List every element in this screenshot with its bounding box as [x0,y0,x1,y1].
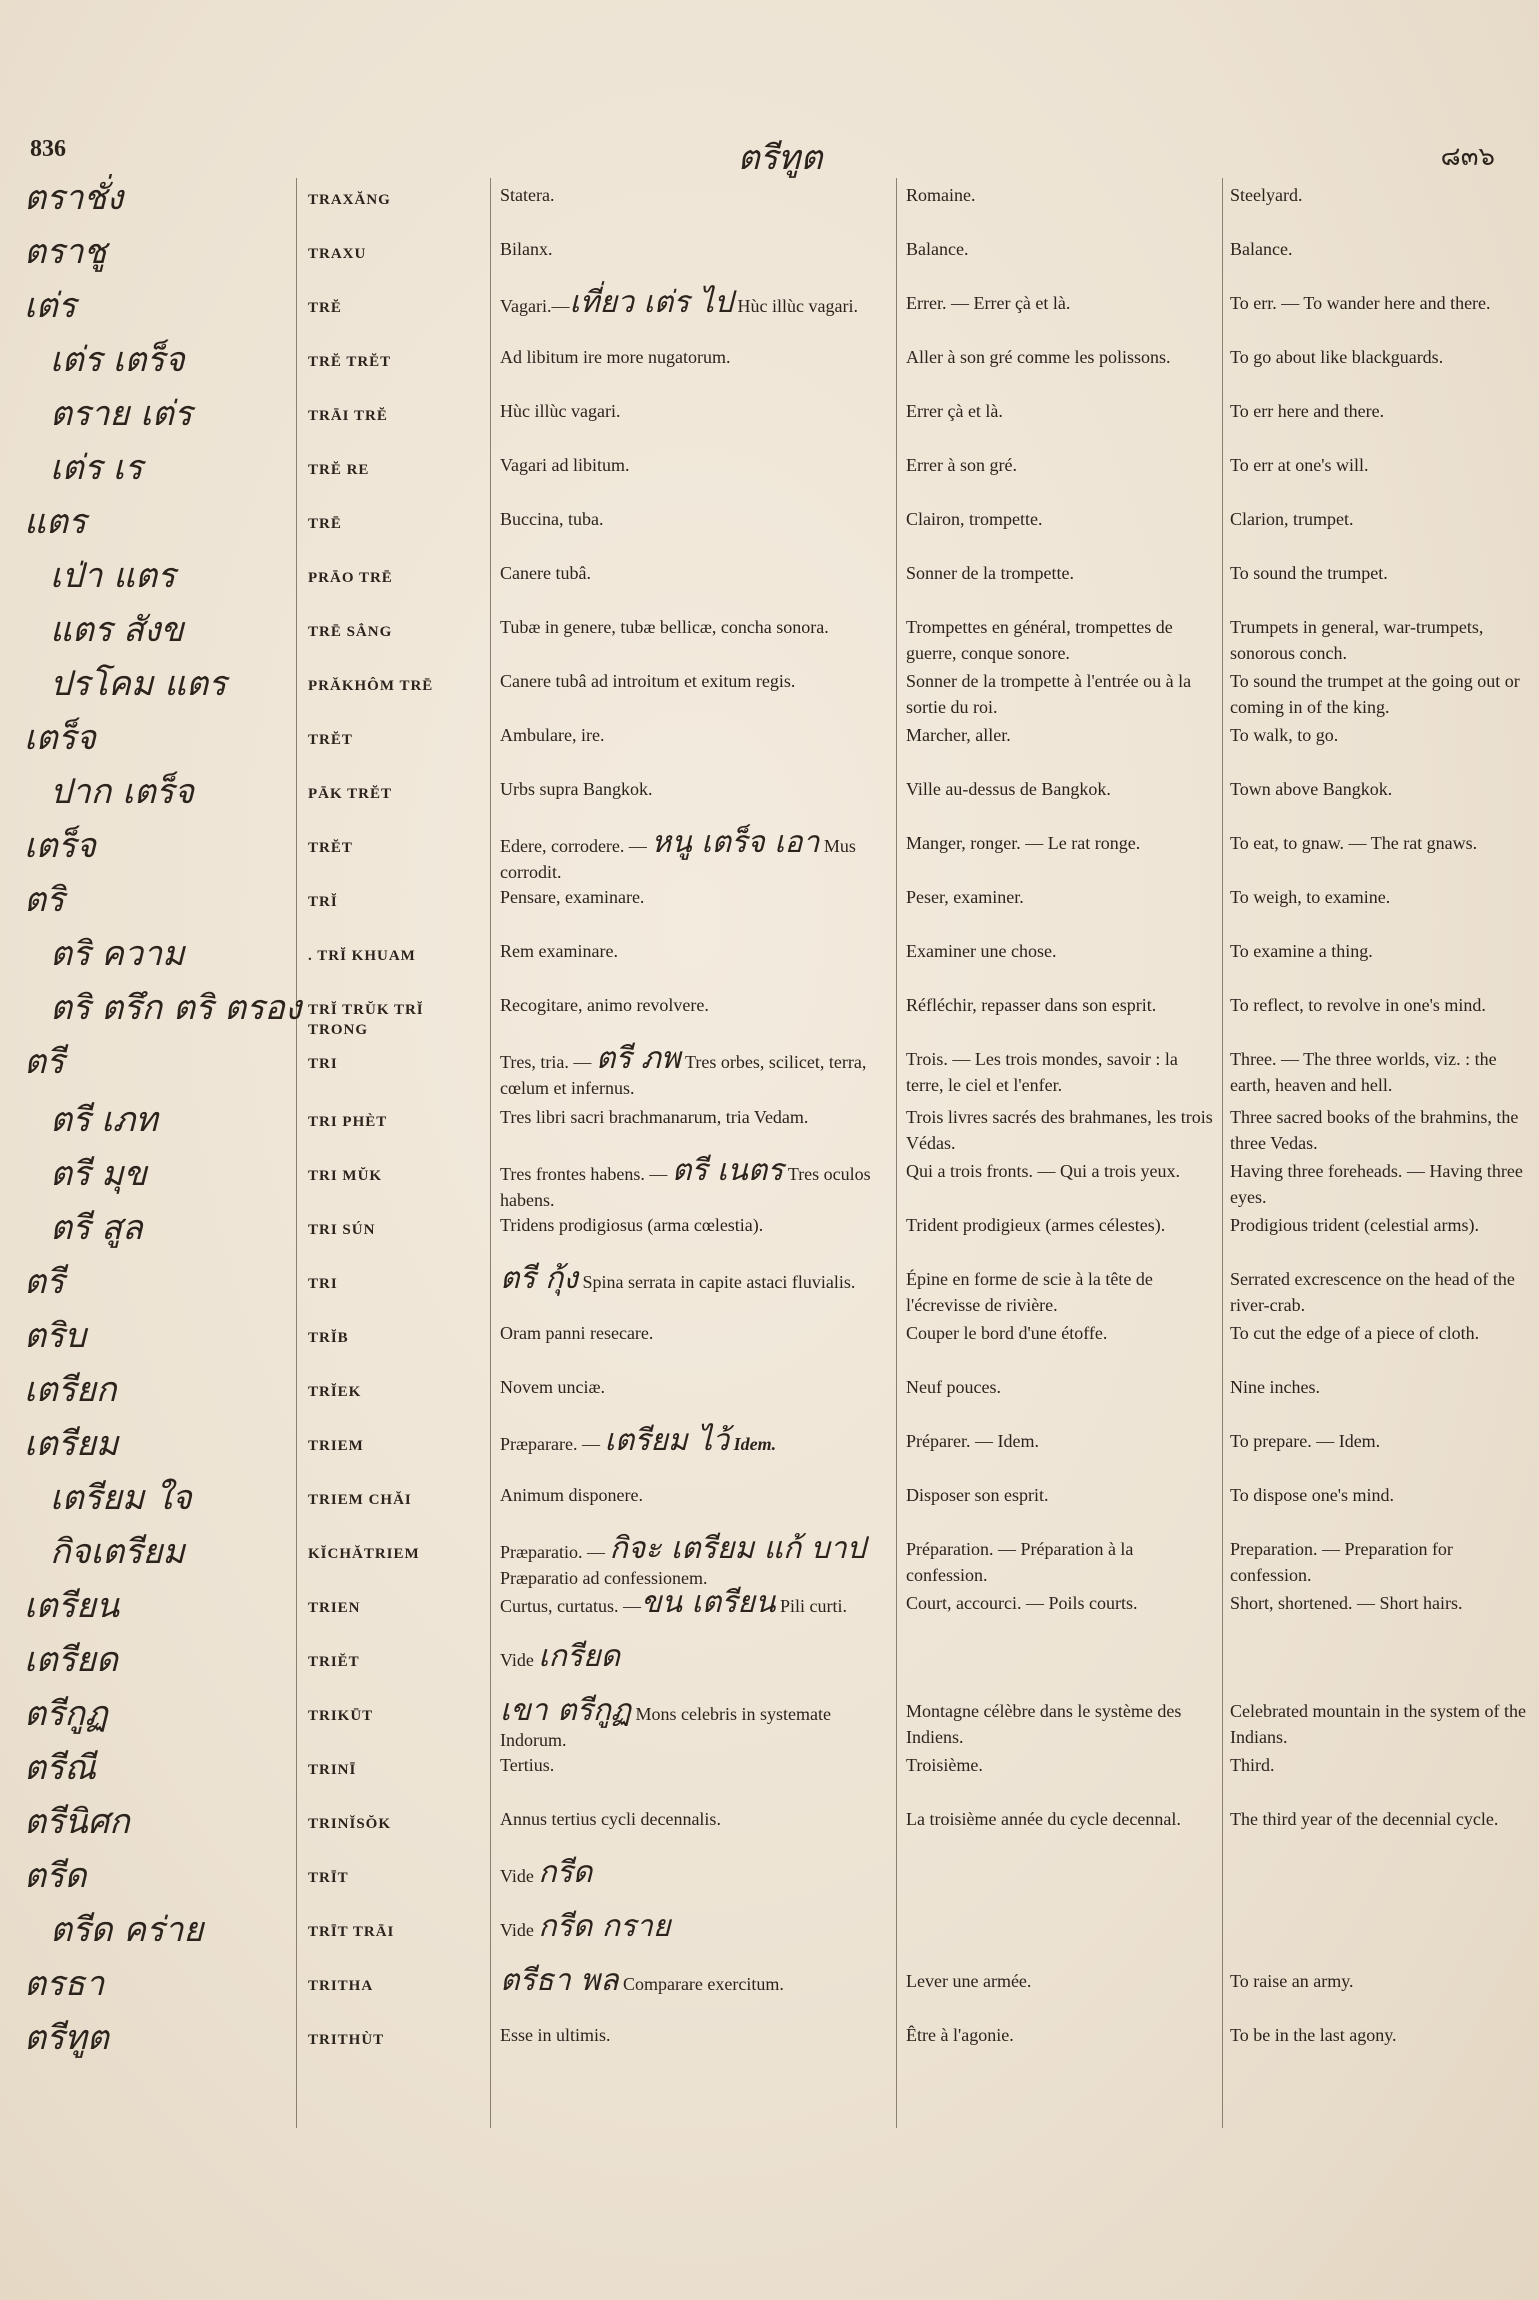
latin-definition: Vagari ad libitum. [500,455,630,475]
latin-text: Tres frontes habens. — [500,1164,672,1184]
thai-headword: ตราย เต่ร [50,394,193,434]
latin-definition [500,1261,892,1296]
english-definition: To cut the edge of a piece of cloth. [1230,1323,1480,1343]
french-definition: Couper le bord d'une étoffe. [906,1323,1108,1343]
dictionary-entry [0,610,1539,664]
transliteration: TRAXU [308,246,367,262]
english-definition: Balance. [1230,239,1293,259]
english-definition: To be in the last agony. [1230,2025,1397,2045]
french-definition: Clairon, trompette. [906,509,1043,529]
latin-thai-example: เขา ตรีกูฏ [500,1693,632,1728]
dictionary-entry [0,1154,1539,1208]
thai-headword: ตรี [24,1042,65,1082]
latin-definition: Pensare, examinare. [500,887,645,907]
latin-text: Præparatio. — [500,1542,610,1562]
transliteration: TRINĬSŎK [308,1816,392,1832]
latin-definition [500,825,892,885]
thai-headword: ตรีนิศก [24,1802,130,1842]
latin-thai-example: ตรีธา พล [500,1963,619,1998]
latin-text: Tres orbes, scilicet, terra, cœlum et infernus. [500,1052,867,1098]
thai-headword: ตรธา [24,1964,105,2004]
transliteration: TRĀI TRĔ [308,408,388,424]
dictionary-entry [0,1262,1539,1316]
latin-definition [500,1531,892,1591]
latin-thai-example: ตรี เนตร [671,1153,784,1188]
english-definition: To raise an army. [1230,1971,1354,1991]
latin-thai-example: ตรี ภพ [595,1041,681,1076]
latin-definition: Statera. [500,185,555,205]
transliteration: TRIEM [308,1438,364,1454]
latin-text: Vide [500,1866,539,1886]
latin-definition [500,1585,892,1620]
latin-definition: Ad libitum ire more nugatorum. [500,347,731,367]
thai-headword: ตรี เภท [50,1100,158,1140]
thai-headword: เป่า แตร [50,556,176,596]
french-definition: Neuf pouces. [906,1377,1001,1397]
transliteration: TRĔ TRĔT [308,354,392,370]
thai-headword: ตริบ [24,1316,86,1356]
latin-thai-example: เกรียด [538,1639,621,1674]
dictionary-entry [0,1694,1539,1748]
transliteration: TRI SÚN [308,1222,376,1238]
transliteration: PRĂKHÔM TRĒ [308,678,434,694]
transliteration: TRĪT TRĀI [308,1924,395,1940]
latin-thai-example: ตรี กุ้ง [500,1261,578,1296]
english-definition: Steelyard. [1230,185,1303,205]
latin-text: Mons celebris in systemate Indorum. [500,1704,832,1750]
transliteration: TRIKŪT [308,1708,374,1724]
thai-headword: เตรียด [24,1640,118,1680]
latin-definition: Tridens prodigiosus (arma cœlestia). [500,1215,764,1235]
latin-definition [500,1639,892,1674]
transliteration: TRAXĂNG [308,192,391,208]
thai-headword: ตราชู [24,232,107,272]
latin-definition: Tres libri sacri brachmanarum, tria Vedam. [500,1107,809,1127]
french-definition: Peser, examiner. [906,887,1024,907]
thai-headword: เตรียม ใจ [50,1478,192,1518]
latin-definition [500,1423,892,1458]
french-definition: Romaine. [906,185,976,205]
french-definition: Disposer son esprit. [906,1485,1049,1505]
dictionary-entry [0,880,1539,934]
french-definition: Errer. — Errer çà et là. [906,293,1071,313]
french-definition: Troisième. [906,1755,983,1775]
latin-text: Idem. [729,1434,777,1454]
latin-text: Comparare exercitum. [618,1974,784,1994]
english-definition: Short, shortened. — Short hairs. [1230,1593,1463,1613]
running-title: ตรีทูต [737,140,823,177]
french-definition: Être à l'agonie. [906,2025,1014,2045]
english-definition: To err here and there. [1230,401,1385,421]
dictionary-entry [0,664,1539,718]
transliteration: TRĔT [308,732,353,748]
english-definition: Preparation. — Preparation for confession. [1230,1539,1453,1585]
english-definition: Prodigious trident (celestial arms). [1230,1215,1479,1235]
english-definition: To prepare. — Idem. [1230,1431,1381,1451]
transliteration: TRI PHÈT [308,1114,388,1130]
latin-definition: Esse in ultimis. [500,2025,611,2045]
transliteration: TRIĔT [308,1654,360,1670]
entry-list [0,178,1539,2072]
french-definition: Court, accourci. — Poils courts. [906,1593,1138,1613]
dictionary-entry [0,1370,1539,1424]
latin-definition: Buccina, tuba. [500,509,604,529]
english-definition: The third year of the decennial cycle. [1230,1809,1499,1829]
french-definition: Épine en forme de scie à la tête de l'écrevisse de rivière. [906,1269,1153,1315]
transliteration: TRĬ TRŬK TRĬ TRONG [308,1002,424,1038]
latin-text: Pili curti. [775,1596,847,1616]
french-definition: Trompettes en général, trompettes de guerre, conque sonore. [906,617,1173,663]
latin-definition [500,1855,892,1890]
french-definition: La troisième année du cycle decennal. [906,1809,1181,1829]
dictionary-entry [0,1478,1539,1532]
thai-headword: ตริ [24,880,65,920]
dictionary-entry [0,1640,1539,1694]
latin-definition: Bilanx. [500,239,553,259]
dictionary-entry [0,1586,1539,1640]
dictionary-entry [0,2018,1539,2072]
latin-text: Vide [500,1920,539,1940]
latin-definition [500,1153,892,1213]
latin-definition [500,1041,892,1101]
thai-headword: ตรี [24,1262,65,1302]
latin-definition [500,285,892,320]
latin-definition: Novem unciæ. [500,1377,605,1397]
thai-headword: ตรีด คร่าย [50,1910,204,1950]
french-definition: Sonner de la trompette à l'entrée ou à la sortie du roi. [906,671,1192,717]
transliteration: TRIEN [308,1600,361,1616]
latin-text: Spina serrata in capite astaci fluvialis. [577,1272,856,1292]
french-definition: Sonner de la trompette. [906,563,1074,583]
french-definition: Réfléchir, repasser dans son esprit. [906,995,1157,1015]
latin-text: Hùc illùc vagari. [733,296,858,316]
latin-definition [500,1963,892,1998]
transliteration: TRI [308,1276,338,1292]
latin-text: Curtus, curtatus. — [500,1596,641,1616]
french-definition: Préparation. — Préparation à la confession. [906,1539,1134,1585]
french-definition: Balance. [906,239,969,259]
french-definition: Aller à son gré comme les polissons. [906,347,1171,367]
latin-text: Vide [500,1650,539,1670]
english-definition: To sound the trumpet. [1230,563,1388,583]
page-header [0,130,1539,180]
thai-headword: ปาก เตร็จ [50,772,194,812]
dictionary-entry [0,1424,1539,1478]
latin-definition [500,1693,892,1753]
english-definition: Having three foreheads. — Having three eyes. [1230,1161,1523,1207]
dictionary-entry [0,934,1539,988]
transliteration: TRI [308,1056,338,1072]
dictionary-entry [0,286,1539,340]
english-definition: Serrated excrescence on the head of the river-crab. [1230,1269,1515,1315]
latin-thai-example: กรีด [538,1855,593,1890]
french-definition: Montagne célèbre dans le système des Indiens. [906,1701,1182,1747]
english-definition: Trumpets in general, war-trumpets, sonorous conch. [1230,617,1484,663]
thai-headword: เต่ร [24,286,76,326]
dictionary-entry [0,1910,1539,1964]
transliteration: TRĔ [308,300,342,316]
thai-headword: กิจเตรียม [50,1532,185,1572]
latin-text: Tres, tria. — [500,1052,596,1072]
french-definition: Lever une armée. [906,1971,1032,1991]
thai-headword: แตร [24,502,87,542]
thai-headword: ปรโคม แตร [50,664,227,704]
dictionary-entry [0,1042,1539,1100]
thai-headword: เตรียน [24,1586,120,1626]
latin-definition: Tertius. [500,1755,555,1775]
latin-thai-example: กิจะ เตรียม แก้ บาป [609,1531,866,1566]
dictionary-entry [0,1964,1539,2018]
latin-text: Tres oculos habens. [500,1164,871,1210]
french-definition: Errer çà et là. [906,401,1003,421]
dictionary-entry [0,1748,1539,1802]
dictionary-entry [0,772,1539,826]
english-definition: Three. — The three worlds, viz. : the earth, heaven and hell. [1230,1049,1497,1095]
latin-thai-example: เตรียม ไว้ [604,1423,730,1458]
transliteration: TRĔT [308,840,353,856]
thai-headword: ตรีทูต [24,2018,109,2058]
dictionary-entry [0,988,1539,1042]
transliteration: TRITHÙT [308,2032,385,2048]
transliteration: . TRĬ KHUAM [308,948,416,964]
latin-thai-example: เที่ยว เต่ร ไป [569,285,733,320]
english-definition: Third. [1230,1755,1275,1775]
french-definition: Préparer. — Idem. [906,1431,1039,1451]
latin-text: Præparatio ad confessionem. [500,1568,708,1588]
english-definition: To go about like blackguards. [1230,347,1444,367]
english-definition: To weigh, to examine. [1230,887,1391,907]
latin-text: Præparare. — [500,1434,605,1454]
dictionary-entry [0,826,1539,880]
latin-definition: Urbs supra Bangkok. [500,779,653,799]
transliteration: TRIEM CHĂI [308,1492,412,1508]
transliteration: TRINĪ [308,1762,357,1778]
dictionary-entry [0,1100,1539,1154]
dictionary-entry [0,1316,1539,1370]
thai-headword: ตรีกูฏ [24,1694,108,1734]
english-definition: To examine a thing. [1230,941,1373,961]
thai-headword: เตร็จ [24,718,96,758]
dictionary-entry [0,1532,1539,1586]
latin-definition: Oram panni resecare. [500,1323,654,1343]
latin-definition: Annus tertius cycli decennalis. [500,1809,721,1829]
thai-headword: ตราชั่ง [24,178,124,218]
english-definition: Town above Bangkok. [1230,779,1393,799]
english-definition: To err at one's will. [1230,455,1369,475]
thai-headword: เต่ร เร [50,448,143,488]
thai-headword: เตร็จ [24,826,96,866]
french-definition: Examiner une chose. [906,941,1057,961]
latin-definition: Recogitare, animo revolvere. [500,995,709,1015]
thai-headword: ตริ ตรึก ตริ ตรอง [50,988,302,1028]
latin-thai-example: ขน เตรียน [641,1585,776,1620]
transliteration: TRĔ RE [308,462,370,478]
dictionary-entry [0,448,1539,502]
french-definition: Trois. — Les trois mondes, savoir : la terre, le ciel et l'enfer. [906,1049,1178,1095]
dictionary-entry [0,556,1539,610]
french-definition: Marcher, aller. [906,725,1011,745]
english-definition: To dispose one's mind. [1230,1485,1394,1505]
transliteration: TRĒ SẲNG [308,624,393,640]
dictionary-entry [0,1856,1539,1910]
dictionary-entry [0,718,1539,772]
transliteration: TRITHA [308,1978,374,1994]
thai-headword: ตรีณี [24,1748,96,1788]
thai-headword: เต่ร เตร็จ [50,340,185,380]
dictionary-entry [0,502,1539,556]
latin-definition [500,1909,892,1944]
thai-headword: เตรียม [24,1424,119,1464]
french-definition: Manger, ronger. — Le rat ronge. [906,833,1141,853]
french-definition: Errer à son gré. [906,455,1017,475]
english-definition: To walk, to go. [1230,725,1339,745]
latin-text: Vagari.— [500,296,570,316]
dictionary-entry [0,178,1539,232]
latin-definition: Tubæ in genere, tubæ bellicæ, concha sonora. [500,617,829,637]
thai-headword: ตริ ความ [50,934,185,974]
transliteration: TRĬB [308,1330,349,1346]
thai-headword: แตร สังข [50,610,184,650]
latin-thai-example: หนู เตร็จ เอา [651,825,820,860]
transliteration: PRĀO TRĒ [308,570,393,586]
transliteration: TRĬ [308,894,338,910]
latin-text: Mus corrodit. [500,836,856,882]
french-definition: Trois livres sacrés des brahmanes, les trois Védas. [906,1107,1213,1153]
thai-headword: ตรีด [24,1856,87,1896]
thai-headword: ตรี มุข [50,1154,147,1194]
english-definition: To eat, to gnaw. — The rat gnaws. [1230,833,1478,853]
transliteration: TRĪT [308,1870,349,1886]
english-definition: To sound the trumpet at the going out or coming in of the king. [1230,671,1520,717]
dictionary-entry [0,394,1539,448]
english-definition: Clarion, trumpet. [1230,509,1354,529]
english-definition: To err. — To wander here and there. [1230,293,1491,313]
latin-definition: Canere tubâ ad introitum et exitum regis. [500,671,796,691]
page-number-right: ๘๓๖ [1440,142,1495,171]
transliteration: TRI MŬK [308,1168,383,1184]
latin-definition: Animum disponere. [500,1485,643,1505]
dictionary-entry [0,1208,1539,1262]
latin-text: Edere, corrodere. — [500,836,652,856]
dictionary-entry [0,340,1539,394]
dictionary-entry [0,232,1539,286]
latin-definition: Hùc illùc vagari. [500,401,621,421]
french-definition: Trident prodigieux (armes célestes). [906,1215,1166,1235]
english-definition: Nine inches. [1230,1377,1320,1397]
thai-headword: ตรี สูล [50,1208,143,1248]
latin-thai-example: กรีด กราย [538,1909,671,1944]
page-number-left: 836 [30,136,66,162]
french-definition: Ville au-dessus de Bangkok. [906,779,1111,799]
english-definition: To reflect, to revolve in one's mind. [1230,995,1486,1015]
french-definition: Qui a trois fronts. — Qui a trois yeux. [906,1161,1180,1181]
english-definition: Celebrated mountain in the system of the Indians. [1230,1701,1526,1747]
transliteration: TRĒ [308,516,342,532]
english-definition: Three sacred books of the brahmins, the three Vedas. [1230,1107,1519,1153]
transliteration: PĀK TRĔT [308,786,392,802]
latin-definition: Canere tubâ. [500,563,591,583]
thai-headword: เตรียก [24,1370,117,1410]
dictionary-entry [0,1802,1539,1856]
transliteration: TRĬEK [308,1384,362,1400]
latin-definition: Ambulare, ire. [500,725,605,745]
transliteration: KĬCHĂTRIEM [308,1546,420,1562]
latin-definition: Rem examinare. [500,941,618,961]
